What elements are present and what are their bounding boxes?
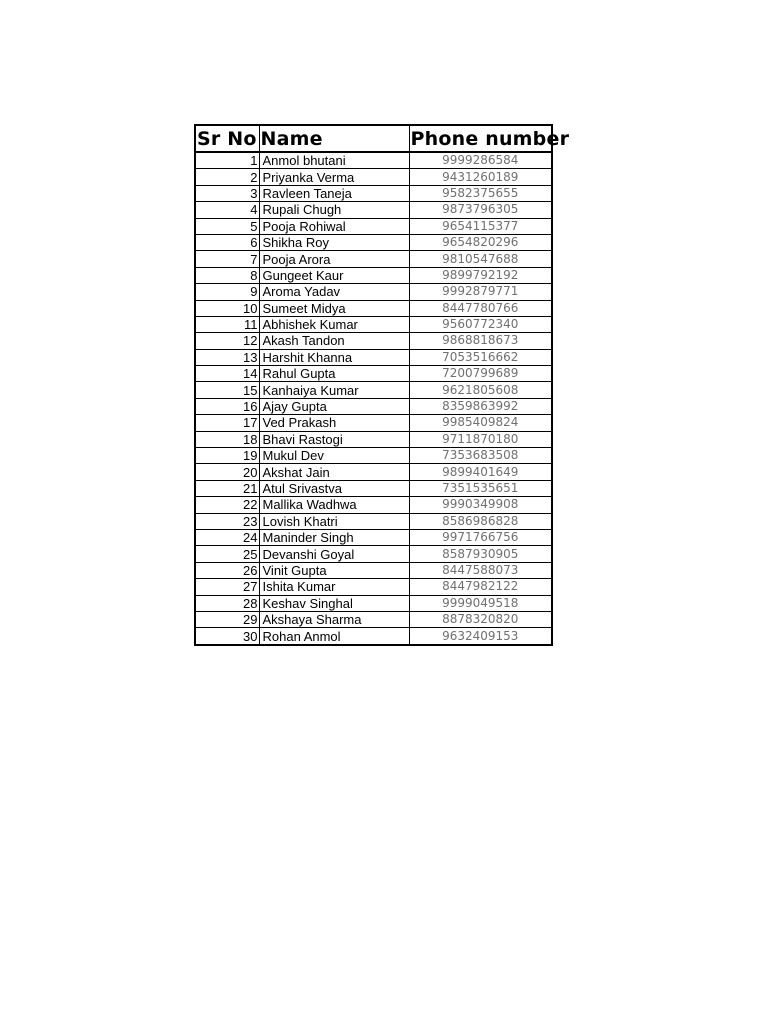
phone-number-cell: 9431260189 [409, 169, 552, 185]
table-row [195, 497, 552, 513]
table-row [195, 480, 552, 496]
phone-number-cell: 9999286584 [409, 152, 552, 169]
table-row [195, 218, 552, 234]
sr-no-cell: 27 [195, 579, 259, 595]
sr-no-cell: 16 [195, 398, 259, 414]
name-cell: Rupali Chugh [259, 202, 409, 218]
phone-number-cell: 8359863992 [409, 398, 552, 414]
phone-number-cell: 9560772340 [409, 316, 552, 332]
name-cell: Shikha Roy [259, 234, 409, 250]
name-cell: Mukul Dev [259, 448, 409, 464]
phone-number-cell: 9582375655 [409, 185, 552, 201]
sr-no-cell: 4 [195, 202, 259, 218]
table-row [195, 316, 552, 332]
name-cell: Ishita Kumar [259, 579, 409, 595]
phone-number-cell: 8878320820 [409, 611, 552, 627]
table-row [195, 464, 552, 480]
phone-number-cell: 9654115377 [409, 218, 552, 234]
table-row [195, 169, 552, 185]
name-cell: Pooja Arora [259, 251, 409, 267]
sr-no-cell: 2 [195, 169, 259, 185]
sr-no-cell: 14 [195, 366, 259, 382]
table-row [195, 267, 552, 283]
table-row [195, 152, 552, 169]
phone-number-cell: 8587930905 [409, 546, 552, 562]
phone-number-cell: 9999049518 [409, 595, 552, 611]
sr-no-cell: 12 [195, 333, 259, 349]
table-row [195, 628, 552, 645]
phone-number-cell: 9632409153 [409, 628, 552, 645]
name-cell: Lovish Khatri [259, 513, 409, 529]
phone-number-cell: 7351535651 [409, 480, 552, 496]
table-row [195, 234, 552, 250]
name-cell: Devanshi Goyal [259, 546, 409, 562]
phone-number-cell: 8447588073 [409, 562, 552, 578]
table-row [195, 251, 552, 267]
phone-number-cell: 9985409824 [409, 415, 552, 431]
phone-number-cell: 8447780766 [409, 300, 552, 316]
table-row [195, 415, 552, 431]
name-cell: Rohan Anmol [259, 628, 409, 645]
phone-number-cell: 7200799689 [409, 366, 552, 382]
name-cell: Akash Tandon [259, 333, 409, 349]
phone-number-cell: 8447982122 [409, 579, 552, 595]
name-cell: Anmol bhutani [259, 152, 409, 169]
table-row [195, 513, 552, 529]
sr-no-cell: 22 [195, 497, 259, 513]
name-cell: Ajay Gupta [259, 398, 409, 414]
table-row [195, 284, 552, 300]
phone-number-cell: 8586986828 [409, 513, 552, 529]
table-row [195, 431, 552, 447]
phone-number-cell: 9899401649 [409, 464, 552, 480]
name-cell: Harshit Khanna [259, 349, 409, 365]
sr-no-cell: 13 [195, 349, 259, 365]
table-row [195, 562, 552, 578]
sr-no-cell: 17 [195, 415, 259, 431]
phone-number-cell: 7353683508 [409, 448, 552, 464]
name-cell: Kanhaiya Kumar [259, 382, 409, 398]
sr-no-cell: 20 [195, 464, 259, 480]
table-row [195, 300, 552, 316]
name-cell: Akshaya Sharma [259, 611, 409, 627]
phone-number-cell: 9971766756 [409, 529, 552, 545]
sr-no-cell: 21 [195, 480, 259, 496]
sr-no-cell: 7 [195, 251, 259, 267]
sr-no-cell: 8 [195, 267, 259, 283]
header-name: Name [259, 125, 409, 152]
header-sr-no: Sr No [195, 125, 259, 152]
phone-number-cell: 9899792192 [409, 267, 552, 283]
sr-no-cell: 9 [195, 284, 259, 300]
sr-no-cell: 10 [195, 300, 259, 316]
sr-no-cell: 25 [195, 546, 259, 562]
table-row [195, 366, 552, 382]
table-row [195, 448, 552, 464]
table-row [195, 398, 552, 414]
table-row [195, 333, 552, 349]
table-row [195, 595, 552, 611]
phone-number-cell: 9654820296 [409, 234, 552, 250]
table-row [195, 611, 552, 627]
name-cell: Abhishek Kumar [259, 316, 409, 332]
sr-no-cell: 18 [195, 431, 259, 447]
table-row [195, 202, 552, 218]
phone-number-cell: 9990349908 [409, 497, 552, 513]
sr-no-cell: 29 [195, 611, 259, 627]
name-cell: Ravleen Taneja [259, 185, 409, 201]
name-cell: Mallika Wadhwa [259, 497, 409, 513]
name-cell: Ved Prakash [259, 415, 409, 431]
name-cell: Akshat Jain [259, 464, 409, 480]
sr-no-cell: 3 [195, 185, 259, 201]
sr-no-cell: 30 [195, 628, 259, 645]
phone-number-cell: 9621805608 [409, 382, 552, 398]
name-cell: Aroma Yadav [259, 284, 409, 300]
phone-number-cell: 9711870180 [409, 431, 552, 447]
sr-no-cell: 5 [195, 218, 259, 234]
header-phone-number: Phone number [409, 125, 552, 152]
name-cell: Rahul Gupta [259, 366, 409, 382]
name-cell: Pooja Rohiwal [259, 218, 409, 234]
header-row [195, 125, 552, 152]
sr-no-cell: 1 [195, 152, 259, 169]
sr-no-cell: 26 [195, 562, 259, 578]
phone-number-cell: 9810547688 [409, 251, 552, 267]
name-cell: Priyanka Verma [259, 169, 409, 185]
phone-number-cell: 9873796305 [409, 202, 552, 218]
sr-no-cell: 6 [195, 234, 259, 250]
table-row [195, 185, 552, 201]
sr-no-cell: 23 [195, 513, 259, 529]
name-cell: Atul Srivastva [259, 480, 409, 496]
name-cell: Gungeet Kaur [259, 267, 409, 283]
sr-no-cell: 28 [195, 595, 259, 611]
sr-no-cell: 15 [195, 382, 259, 398]
sr-no-cell: 19 [195, 448, 259, 464]
table-row [195, 579, 552, 595]
name-cell: Keshav Singhal [259, 595, 409, 611]
name-cell: Sumeet Midya [259, 300, 409, 316]
phone-number-cell: 9992879771 [409, 284, 552, 300]
name-cell: Maninder Singh [259, 529, 409, 545]
sr-no-cell: 11 [195, 316, 259, 332]
name-cell: Bhavi Rastogi [259, 431, 409, 447]
phone-number-cell: 7053516662 [409, 349, 552, 365]
name-cell: Vinit Gupta [259, 562, 409, 578]
phone-number-cell: 9868818673 [409, 333, 552, 349]
table-row [195, 349, 552, 365]
table-body [195, 152, 552, 645]
table-row [195, 382, 552, 398]
table-row [195, 546, 552, 562]
contacts-table [194, 124, 570, 646]
table-row [195, 529, 552, 545]
sr-no-cell: 24 [195, 529, 259, 545]
